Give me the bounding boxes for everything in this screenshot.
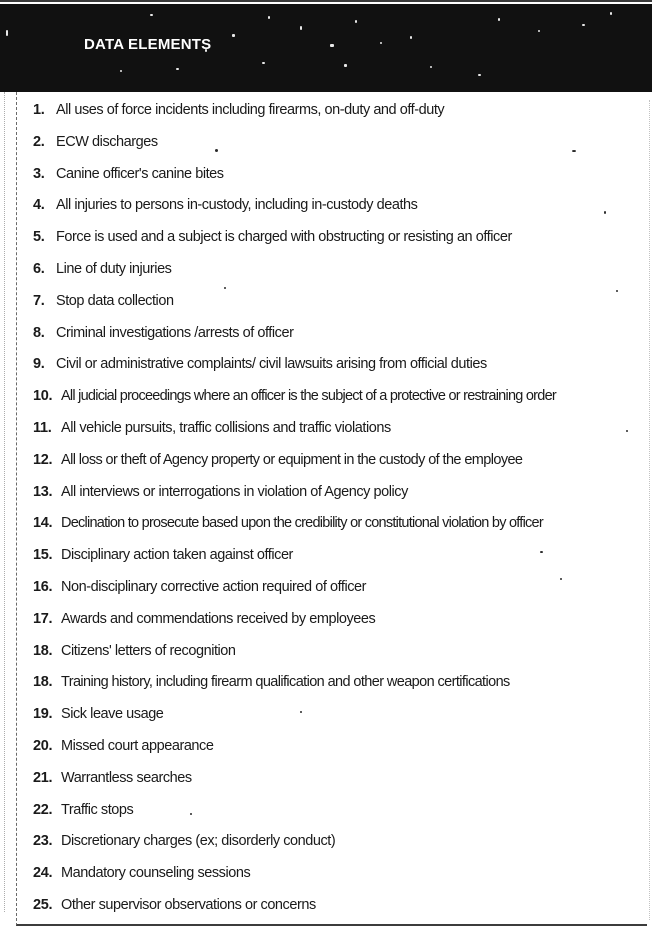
item-number: 10.: [33, 388, 53, 405]
list-item: [0, 572, 652, 604]
item-number: 2.: [33, 133, 45, 150]
list-item: [0, 667, 652, 699]
scan-speck: [478, 74, 481, 76]
data-elements-list: [0, 95, 652, 922]
list-item: [0, 286, 652, 318]
list-item: [0, 381, 652, 413]
item-text: All injuries to persons in-custody, including in-custody deaths: [56, 197, 418, 214]
item-text: All uses of force incidents including firearms, on-duty and off-duty: [56, 102, 445, 118]
list-item: [0, 477, 652, 509]
item-text: Non-disciplinary corrective action required of officer: [61, 578, 367, 595]
item-number: 24.: [33, 865, 53, 882]
item-number: 1.: [33, 102, 45, 118]
item-text: Traffic stops: [61, 801, 134, 818]
scan-speck: [176, 68, 179, 70]
list-item: [0, 540, 652, 572]
scan-speck: [582, 24, 585, 26]
item-number: 15.: [33, 547, 53, 564]
list-item: [0, 349, 652, 381]
list-item: [0, 445, 652, 477]
item-text: Other supervisor observations or concerns: [61, 896, 316, 913]
item-text: Criminal investigations /arrests of officer: [56, 324, 294, 341]
item-text: ECW discharges: [56, 133, 158, 150]
item-text: Declination to prosecute based upon the credibility or constitutional violation by officer: [61, 515, 543, 532]
list-item: [0, 413, 652, 445]
item-number: 3.: [33, 165, 45, 182]
scan-speck: [410, 36, 412, 39]
scan-speck: [610, 12, 612, 15]
item-text: Line of duty injuries: [56, 260, 172, 277]
list-item: [0, 190, 652, 222]
top-rule: [0, 0, 652, 2]
item-text: Stop data collection: [56, 292, 174, 309]
item-text: Force is used and a subject is charged with obstructing or resisting an officer: [56, 229, 512, 246]
item-number: 25.: [33, 896, 53, 913]
list-item: [0, 95, 652, 127]
item-number: 17.: [33, 610, 53, 627]
item-text: Disciplinary action taken against officer: [61, 547, 293, 564]
list-item: [0, 222, 652, 254]
item-number: 16.: [33, 578, 53, 595]
scan-speck: [330, 44, 334, 47]
item-number: 6.: [33, 260, 45, 277]
list-item: [0, 731, 652, 763]
item-number: 7.: [33, 292, 45, 309]
list-item: [0, 159, 652, 191]
scan-speck: [380, 42, 382, 44]
item-text: All loss or theft of Agency property or equipment in the custody of the employee: [61, 451, 523, 468]
item-text: Discretionary charges (ex; disorderly conduct): [61, 833, 336, 850]
item-number: 23.: [33, 833, 53, 850]
item-number: 18.: [33, 674, 53, 691]
list-item: [0, 127, 652, 159]
item-text: Warrantless searches: [61, 769, 192, 786]
item-text: Awards and commendations received by employees: [61, 610, 376, 627]
item-text: Mandatory counseling sessions: [61, 865, 251, 882]
scan-speck: [430, 66, 432, 68]
item-number: 20.: [33, 737, 53, 754]
list-item: [0, 858, 652, 890]
item-text: Sick leave usage: [61, 706, 164, 723]
header-banner: [0, 4, 652, 92]
item-number: 13.: [33, 483, 53, 500]
list-item: [0, 890, 652, 922]
item-text: Missed court appearance: [61, 737, 214, 754]
scan-speck: [300, 26, 302, 30]
scan-speck: [344, 64, 347, 67]
item-text: Civil or administrative complaints/ civil lawsuits arising from official duties: [56, 356, 487, 373]
list-item: [0, 604, 652, 636]
scan-speck: [262, 62, 265, 64]
list-item: [0, 795, 652, 827]
scan-speck: [232, 34, 235, 37]
list-item: [0, 318, 652, 350]
list-item: [0, 508, 652, 540]
item-text: Citizens' letters of recognition: [61, 642, 236, 659]
item-number: 8.: [33, 324, 45, 341]
item-number: 4.: [33, 197, 45, 214]
scan-speck: [498, 18, 500, 21]
item-text: Canine officer's canine bites: [56, 165, 224, 182]
list-item: [0, 254, 652, 286]
item-number: 12.: [33, 451, 53, 468]
list-item: [0, 826, 652, 858]
item-text: All interviews or interrogations in violation of Agency policy: [61, 483, 408, 500]
item-number: 19.: [33, 706, 53, 723]
scan-speck: [150, 14, 153, 16]
section-title: DATA ELEMENTS: [84, 36, 212, 53]
scan-speck: [355, 20, 357, 23]
item-number: 14.: [33, 515, 53, 532]
list-item: [0, 699, 652, 731]
item-number: 9.: [33, 356, 45, 373]
item-text: All vehicle pursuits, traffic collisions and traffic violations: [61, 419, 391, 436]
list-item: [0, 636, 652, 668]
item-number: 5.: [33, 229, 45, 246]
item-number: 11.: [33, 419, 52, 436]
scan-speck: [6, 30, 8, 36]
item-number: 18.: [33, 642, 53, 659]
scan-speck: [538, 30, 540, 32]
item-number: 21.: [33, 769, 53, 786]
item-text: Training history, including firearm qualification and other weapon certifications: [61, 674, 510, 691]
list-item: [0, 763, 652, 795]
item-text: All judicial proceedings where an officer is the subject of a protective or restraining order: [61, 388, 556, 405]
scan-speck: [120, 70, 122, 72]
item-number: 22.: [33, 801, 53, 818]
scan-speck: [268, 16, 270, 19]
